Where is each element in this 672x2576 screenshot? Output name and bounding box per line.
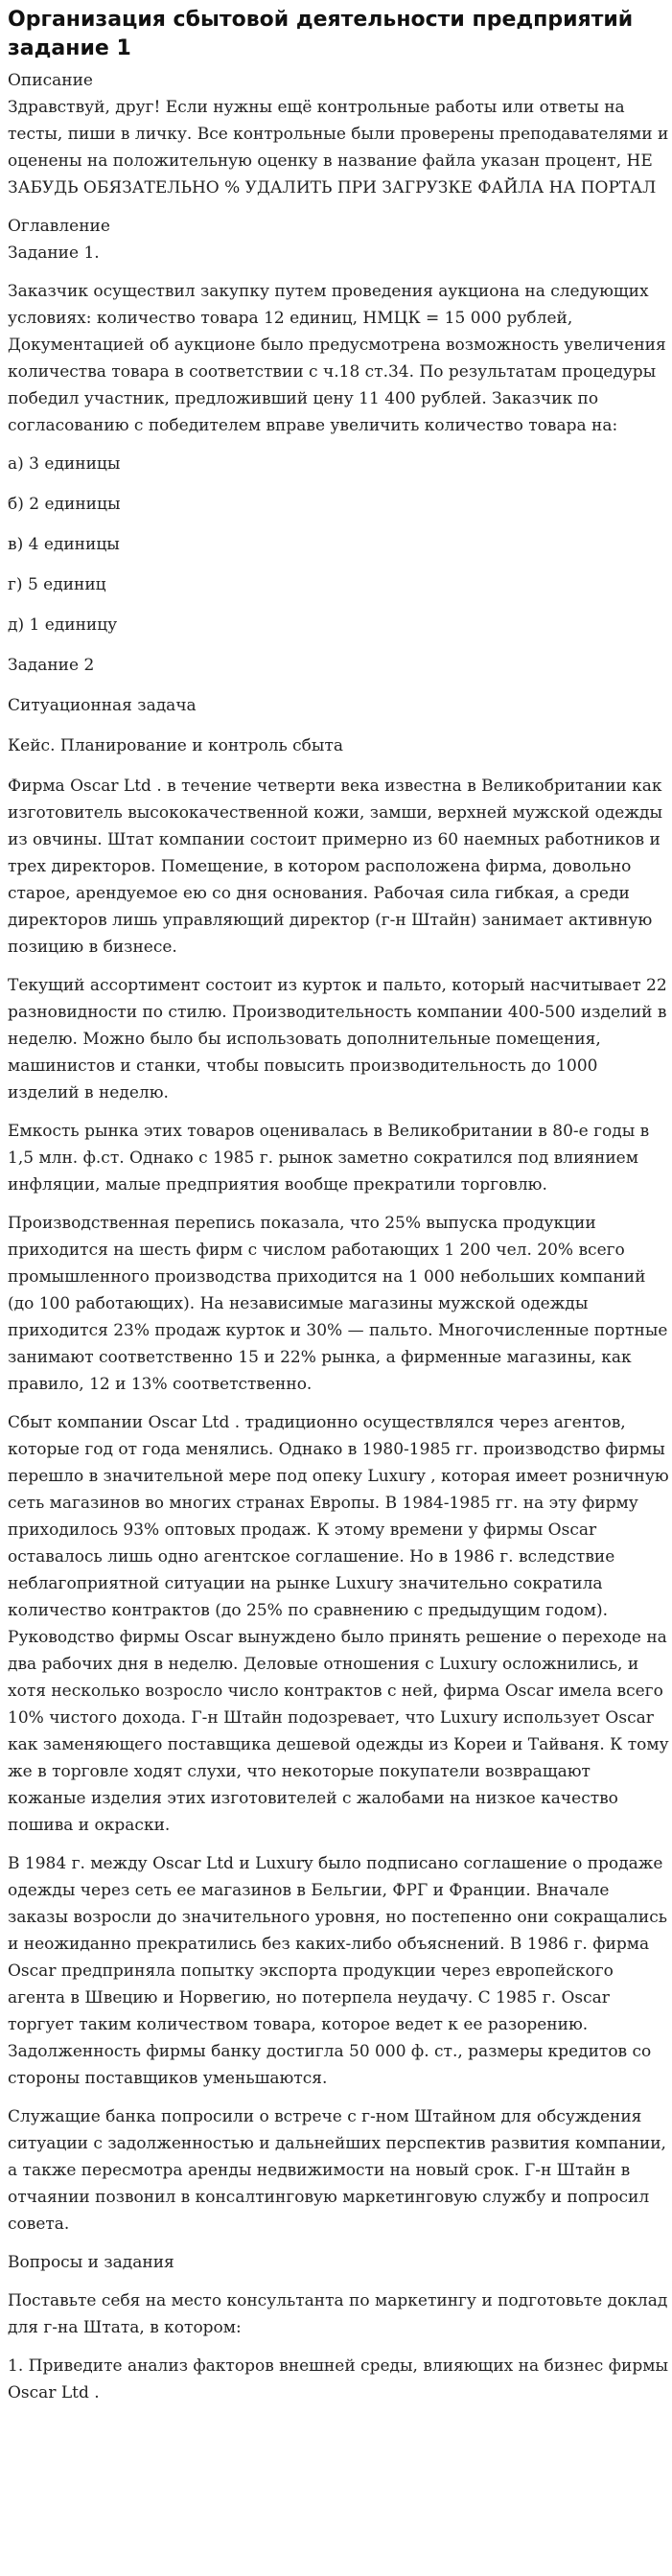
description-text: Здравствуй, друг! Если нужны ещё контрольные работы или ответы на тесты, пиши в личку. Все контрольные были проверены преподавателями и оценены на положительную оценку в название файла указан процент, НЕ ЗАБУДЬ ОБЯЗАТЕЛЬНО % УДАЛИТЬ ПРИ ЗАГРУЗКЕ ФАЙЛА НА ПОРТАЛ <box>8 98 669 197</box>
questions-label: Вопросы и задания <box>8 2253 174 2272</box>
question-1: 1. Приведите анализ факторов внешней среды, влияющих на бизнес фирмы Oscar Ltd . <box>8 2356 668 2402</box>
case-paragraph-4: Производственная перепись показала, что 25% выпуска продукции приходится на шесть фирм с числом работающих 1 200 чел. 20% всего промышленного производства приходится на 1 000 небольших компаний (до 100 работающих). На независимые магазины мужской одежды приходится 23% продаж курток и 30% — пальто. Многочисленные портные занимают соответственно 15 и 22% рынка, а фирменные магазины, как правило, 12 и 13% соответственно. <box>8 1214 668 1394</box>
case-paragraph-2: Текущий ассортимент состоит из курток и пальто, который насчитывает 22 разновидности по стилю. Производительность компании 400-500 изделий в неделю. Можно было бы использовать дополнительные помещения, машинистов и станки, чтобы повысить производительность до 1000 изделий в неделю. <box>8 976 667 1102</box>
option-e: д) 1 единицу <box>8 615 118 635</box>
description-label: Описание <box>8 71 93 90</box>
task2-label: Задание 2 <box>8 656 95 675</box>
case-title: Кейс. Планирование и контроль сбыта <box>8 736 343 755</box>
case-paragraph-7: Служащие банка попросили о встрече с г-ном Штайном для обсуждения ситуации с задолженностью и дальнейших перспектив развития компании, а также пересмотра аренды недвижимости на новый срок. Г-н Штайн в отчаянии позвонил в консалтинговую маркетинговую службу и попросил совета. <box>8 2107 666 2234</box>
option-d: г) 5 единиц <box>8 575 106 594</box>
case-paragraph-1: Фирма Oscar Ltd . в течение четверти века известна в Великобритании как изготовитель высококачественной кожи, замши, верхней мужской одежды из овчины. Штат компании состоит примерно из 60 наемных работников и трех директоров. Помещение, в котором расположена фирма, довольно старое, арендуемое ею со дня основания. Рабочая сила гибкая, а среди директоров лишь управляющий директор (г-н Штайн) занимает активную позицию в бизнесе. <box>8 777 662 957</box>
situation-label: Ситуационная задача <box>8 696 197 715</box>
questions-intro: Поставьте себя на место консультанта по маркетингу и подготовьте доклад для г-на Штата, в котором: <box>8 2291 668 2337</box>
case-paragraph-5: Сбыт компании Oscar Ltd . традиционно осуществлялся через агентов, которые год от года менялись. Однако в 1980-1985 гг. производство фирмы перешло в значительной мере под опеку Luxury , которая имеет розничную сеть магазинов во многих странах Европы. В 1984-1985 гг. на эту фирму приходилось 93% оптовых продаж. К этому времени у фирмы Oscar оставалось лишь одно агентское соглашение. Но в 1986 г. вследствие неблагоприятной ситуации на рынке Luxury значительно сократила количество контрактов (до 25% по сравнению с предыдущим годом). Руководство фирмы Oscar вынуждено было принять решение о переходе на два рабочих дня в неделю. Деловые отношения с Luxury осложнились, и хотя несколько возросло число контрактов с ней, фирма Oscar имела всего 10% чистого дохода. Г-н Штайн подозревает, что Luxury использует Oscar как заменяющего поставщика дешевой одежды из Кореи и Тайваня. К тому же в торговле ходят слухи, что некоторые покупатели возвращают кожаные изделия этих изготовителей с жалобами на низкое качество пошива и окраски. <box>8 1413 669 1835</box>
option-c: в) 4 единицы <box>8 535 120 554</box>
toc-label: Оглавление <box>8 217 110 236</box>
page-title: Организация сбытовой деятельности предприятий задание 1 <box>8 8 634 60</box>
task1-text: Заказчик осуществил закупку путем проведения аукциона на следующих условиях: количество товара 12 единиц, НМЦК = 15 000 рублей, Документацией об аукционе было предусмотрена возможность увеличения количества товара в соответствии с ч.18 ст.34. По результатам процедуры победил участник, предложивший цену 11 400 рублей. Заказчик по согласованию с победителем вправе увеличить количество товара на: <box>8 282 666 435</box>
case-paragraph-6: В 1984 г. между Oscar Ltd и Luxury было подписано соглашение о продаже одежды через сеть ее магазинов в Бельгии, ФРГ и Франции. Вначале заказы возросли до значительного уровня, но постепенно они сокращались и неожиданно прекратились без каких-либо объяснений. В 1986 г. фирма Oscar предприняла попытку экспорта продукции через европейского агента в Швецию и Норвегию, но потерпела неудачу. С 1985 г. Oscar торгует таким количеством товара, которое ведет к ее разорению. Задолженность фирмы банку достигла 50 000 ф. ст., размеры кредитов со стороны поставщиков уменьшаются. <box>8 1854 667 2088</box>
task1-label: Задание 1. <box>8 244 100 263</box>
option-b: б) 2 единицы <box>8 495 121 514</box>
case-paragraph-3: Емкость рынка этих товаров оценивалась в Великобритании в 80-е годы в 1,5 млн. ф.ст. Однако с 1985 г. рынок заметно сократился под влиянием инфляции, малые предприятия вообще прекратили торговлю. <box>8 1122 650 1195</box>
option-a: а) 3 единицы <box>8 454 121 474</box>
